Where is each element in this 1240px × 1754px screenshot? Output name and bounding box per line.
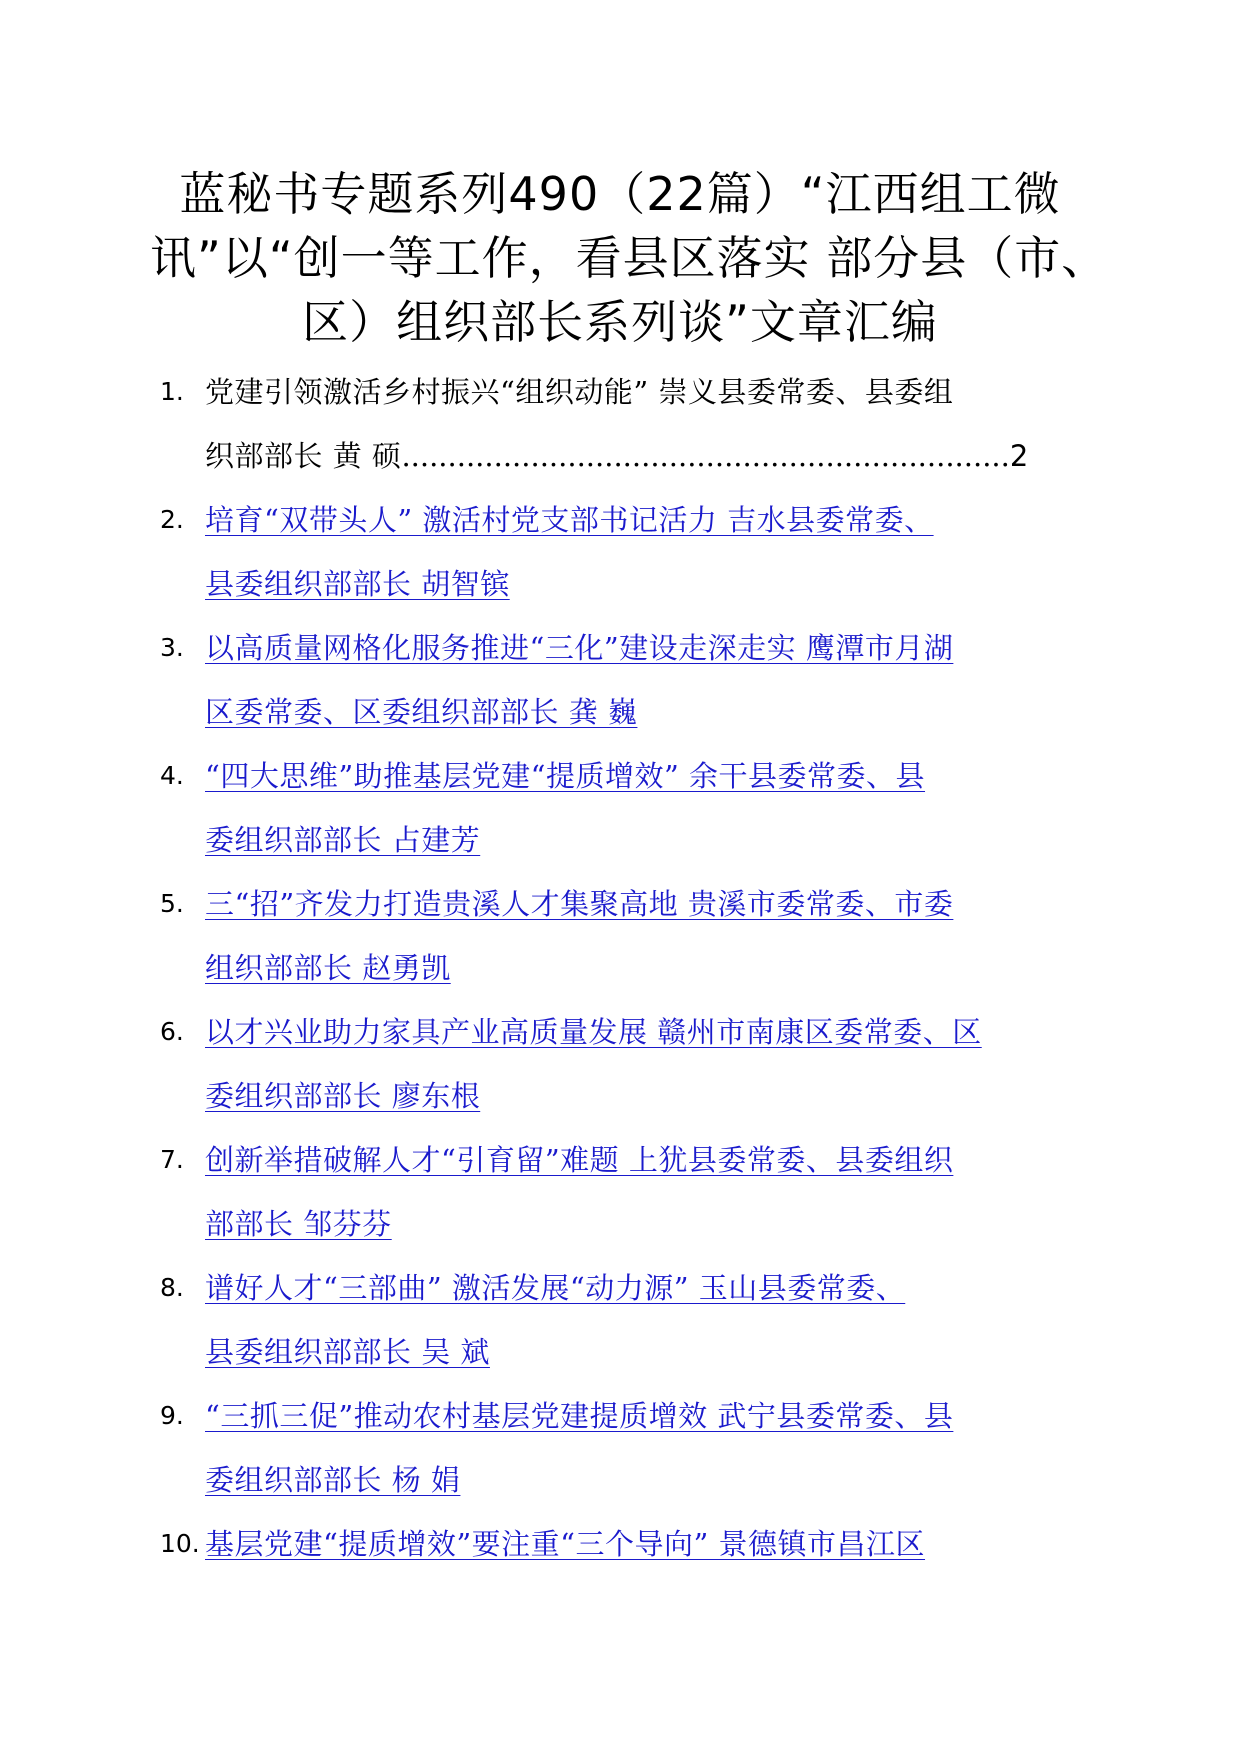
page-number: 2 — [1009, 439, 1029, 473]
toc-item-1 — [160, 360, 1100, 488]
toc-item-number: 8. — [160, 1273, 184, 1302]
document-title — [150, 162, 1109, 354]
toc-item-7 — [160, 1128, 1100, 1256]
toc-entry-line-1: “四大思维”助推基层党建“提质增效” 余干县委常委、县 — [205, 759, 926, 793]
toc-item-number: 1. — [160, 377, 184, 406]
toc-item-number: 2. — [160, 505, 184, 534]
toc-item-6 — [160, 1000, 1100, 1128]
toc-entry-link[interactable] — [205, 1256, 1100, 1384]
toc-entry-line-1: 以才兴业助力家具产业高质量发展 赣州市南康区委常委、区 — [205, 1015, 982, 1049]
toc-item-number: 6. — [160, 1017, 184, 1046]
toc-entry-link[interactable] — [205, 1000, 1100, 1128]
title-line-1: 蓝秘书专题系列490（22篇）“江西组工微 — [179, 167, 1061, 221]
title-line-2: 讯”以“创一等工作，看县区落实 部分县（市、 — [150, 231, 1109, 285]
toc-entry-line-2: 委组织部部长 廖东根 — [205, 1079, 481, 1113]
toc-entry-link[interactable] — [205, 1384, 1100, 1512]
toc-entry-line-2 — [205, 424, 1100, 488]
toc-item-number: 3. — [160, 633, 184, 662]
toc-entry-line-2: 部部长 邹芬芬 — [205, 1207, 392, 1241]
toc-item-9 — [160, 1384, 1100, 1512]
title-line-3: 区）组织部长系列谈”文章汇编 — [302, 295, 938, 349]
toc-entry-link[interactable] — [205, 744, 1100, 872]
toc-entry-link[interactable] — [205, 616, 1100, 744]
toc-entry-link[interactable] — [205, 488, 1100, 616]
toc-entry-text[interactable] — [205, 360, 1100, 488]
toc-entry-line-1: 创新举措破解人才“引育留”难题 上犹县委常委、县委组织 — [205, 1143, 954, 1177]
table-of-contents — [160, 360, 1100, 1576]
toc-entry-line-2: 县委组织部部长 吴 斌 — [205, 1335, 490, 1369]
toc-entry-line-1: 培育“双带头人” 激活村党支部书记活力 吉水县委常委、 — [205, 503, 934, 537]
toc-item-number: 5. — [160, 889, 184, 918]
toc-entry-line-1: 基层党建“提质增效”要注重“三个导向” 景德镇市昌江区 — [205, 1527, 926, 1561]
dot-leader: .................................................................. — [401, 439, 1010, 473]
toc-entry-line-1: “三抓三促”推动农村基层党建提质增效 武宁县委常委、县 — [205, 1399, 954, 1433]
toc-entry-line-1: 三“招”齐发力打造贵溪人才集聚高地 贵溪市委常委、市委 — [205, 887, 954, 921]
toc-entry-link[interactable] — [205, 1512, 1100, 1576]
toc-entry-line-1: 谱好人才“三部曲” 激活发展“动力源” 玉山县委常委、 — [205, 1271, 906, 1305]
toc-entry-line-2: 组织部部长 赵勇凯 — [205, 951, 451, 985]
toc-item-number: 9. — [160, 1401, 184, 1430]
toc-item-number: 10. — [160, 1529, 200, 1558]
toc-entry-link[interactable] — [205, 872, 1100, 1000]
toc-entry-author: 织部部长 黄 硕 — [205, 439, 402, 473]
toc-item-2 — [160, 488, 1100, 616]
toc-entry-line-2: 委组织部部长 占建芳 — [205, 823, 481, 857]
toc-item-10 — [160, 1512, 1100, 1576]
toc-item-5 — [160, 872, 1100, 1000]
toc-entry-line-2: 区委常委、区委组织部部长 龚 巍 — [205, 695, 638, 729]
toc-item-4 — [160, 744, 1100, 872]
toc-item-number: 4. — [160, 761, 184, 790]
toc-item-8 — [160, 1256, 1100, 1384]
toc-entry-link[interactable] — [205, 1128, 1100, 1256]
toc-item-3 — [160, 616, 1100, 744]
toc-entry-line-2: 委组织部部长 杨 娟 — [205, 1463, 461, 1497]
toc-entry-line-1: 以高质量网格化服务推进“三化”建设走深走实 鹰潭市月湖 — [205, 631, 954, 665]
toc-entry-line-2: 县委组织部部长 胡智镔 — [205, 567, 510, 601]
toc-item-number: 7. — [160, 1145, 184, 1174]
toc-entry-line-1: 党建引领激活乡村振兴“组织动能” 崇义县委常委、县委组 — [205, 375, 954, 409]
